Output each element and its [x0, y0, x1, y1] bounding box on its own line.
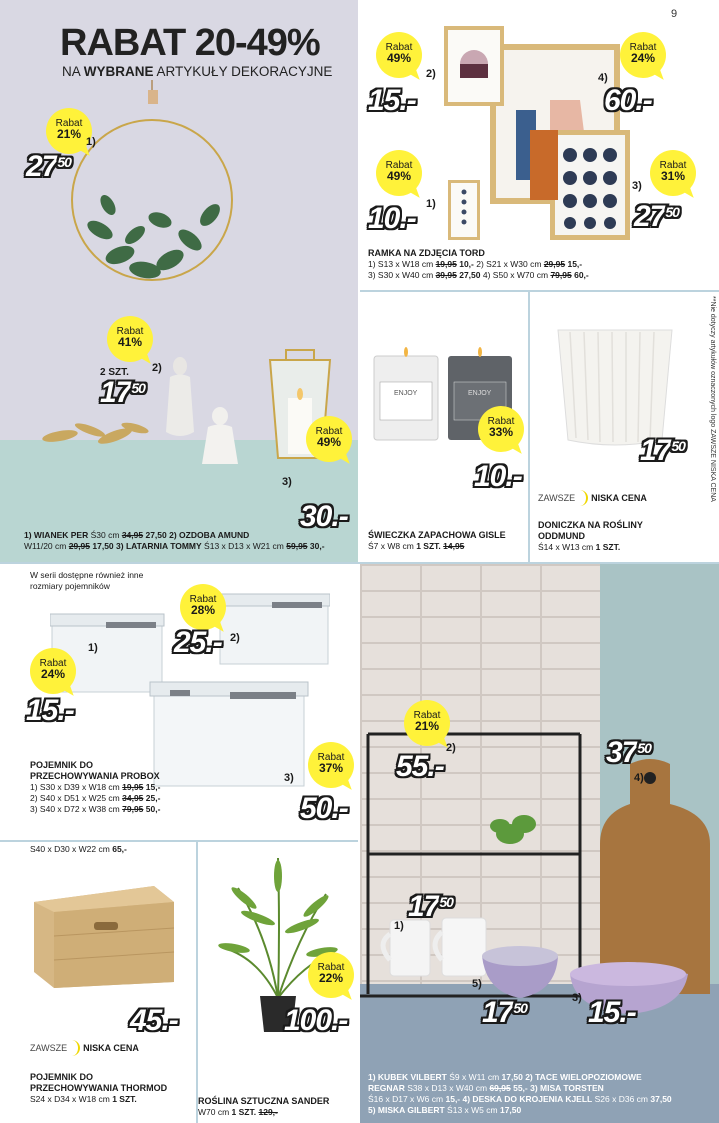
- pot-zawsze-logo: ZAWSZE NISKA CENA: [538, 490, 647, 506]
- frames-price-2: 60.-: [604, 84, 652, 117]
- branch-ornament-photo: [40, 400, 160, 450]
- decor-num-2: 2): [152, 362, 162, 374]
- decor-qty-2: 2 SZT.: [100, 367, 129, 378]
- decor-section: [0, 0, 358, 562]
- crate-photo: [24, 872, 184, 992]
- crate-zawsze-logo: ZAWSZE NISKA CENA: [30, 1040, 139, 1056]
- crate-section: [0, 842, 196, 1123]
- page-number: 9: [671, 8, 678, 20]
- frames-badge-2: Rabat 24%: [620, 32, 666, 78]
- plant-description: ROŚLINA SZTUCZNA SANDER W70 cm 1 SZT. 129,-: [198, 1096, 330, 1117]
- candle-description: ŚWIECZKA ZAPACHOWA GISLE Ś7 x W8 cm 1 SZT. 14,95: [368, 530, 506, 551]
- boxes-note: W serii dostępne również inne rozmiary pojemników: [30, 570, 144, 591]
- crate-price: 45.-: [130, 1004, 178, 1037]
- frames-price-4: $27^{50}$: [634, 200, 679, 233]
- boxes-num-1: 1): [88, 642, 98, 654]
- boxes-badge-1: Rabat 28%: [180, 584, 226, 630]
- boxes-badge-3: Rabat 37%: [308, 742, 354, 788]
- decor-badge-3: Rabat 49%: [306, 416, 352, 462]
- boxes-num-3: 3): [284, 772, 294, 784]
- plant-section: [198, 842, 358, 1123]
- boxes-price-3: 50.-: [300, 792, 348, 825]
- pot-side-note: **Nie dotyczy artykułów oznaczonych logo ZAWSZE NISKA CENA: [709, 296, 716, 502]
- decor-description: 1) WIANEK PER Ś30 cm 34,95 27,50 2) OZDOBA AMUND W11/20 cm 29,95 17,50 3) LATARNIA TOMMY Ś13 x D13 x W21 cm 59,95 30,-: [24, 530, 325, 551]
- frames-num-4: 4): [598, 72, 608, 84]
- frames-num-2: 2): [426, 68, 436, 80]
- decor-badge-1: Rabat 21%: [46, 108, 92, 154]
- wreath-photo: [60, 80, 240, 310]
- decor-price-2: $17^{50}$: [100, 376, 145, 409]
- kitchen-num-5: 5): [472, 978, 482, 990]
- frames-badge-3: Rabat 49%: [376, 150, 422, 196]
- pot-price: $17^{50}$: [640, 434, 685, 467]
- frames-badge-4: Rabat 31%: [650, 150, 696, 196]
- decor-num-3: 3): [282, 476, 292, 488]
- crate-size-note: S40 x D30 x W22 cm 65,-: [30, 844, 127, 854]
- frames-num-3: 3): [632, 180, 642, 192]
- decor-price-1: $27^{50}$: [26, 150, 71, 183]
- frames-description: RAMKA NA ZDJĘCIA TORD 1) S13 x W18 cm 19,95 10,- 2) S21 x W30 cm 29,95 15,- 3) S30 x W40 cm 39,95 27,50 4) S50 x W70 cm 79,95 60,-: [368, 248, 589, 280]
- frames-price-3: 10.-: [368, 202, 416, 235]
- frames-num-1: 1): [426, 198, 436, 210]
- kitchen-num-3: 3): [572, 992, 582, 1004]
- candle-jar-label-2: ENJOY: [468, 390, 492, 397]
- boxes-badge-2: Rabat 24%: [30, 648, 76, 694]
- frames-price-1: 15.-: [368, 84, 416, 117]
- candle-section: [360, 292, 528, 562]
- boxes-price-1: 25.-: [174, 626, 222, 659]
- plant-price: 100.-: [284, 1004, 348, 1037]
- kitchen-badge: Rabat 21%: [404, 700, 450, 746]
- boxes-description: POJEMNIK DO PRZECHOWYWANIA PROBOX 1) S30 x D39 x W18 cm 19,95 15,- 2) S40 x D51 x W25 cm 34,95 25,- 3) S40 x D72 x W38 cm 79,95 50,-: [30, 760, 161, 814]
- plant-badge: Rabat 22%: [308, 952, 354, 998]
- figurine-photo: [160, 352, 250, 472]
- candle-jar-label-1: ENJOY: [394, 390, 418, 397]
- kitchen-num-2: 2): [446, 742, 456, 754]
- decor-badge-2: Rabat 41%: [107, 316, 153, 362]
- kitchen-price-board: $37^{50}$: [606, 736, 651, 769]
- kitchen-num-4: 4): [634, 772, 644, 784]
- pot-photo: [550, 322, 680, 452]
- header-subtitle: NA WYBRANE ARTYKUŁY DEKORACYJNE: [62, 64, 333, 79]
- frames-section: [360, 0, 719, 290]
- frames-badge-1: Rabat 49%: [376, 32, 422, 78]
- decor-price-3: 30.-: [300, 500, 348, 533]
- kitchen-price-bowl5: $17^{50}$: [482, 996, 527, 1029]
- kitchen-description: 1) KUBEK VILBERT Ś9 x W11 cm 17,50 2) TACE WIELOPOZIOMOWE REGNAR S38 x D13 x W40 cm 69,95 55,- 3) MISA TORSTEN Ś16 x D17 x W6 cm 15,- 4) DESKA DO KROJENIA KJELL S26 x D36 cm 37,50 5) MISKA GILBERT Ś13 x W5 cm 17,50: [368, 1072, 672, 1115]
- kitchen-price-rack: 55.-: [396, 750, 444, 783]
- kitchen-price-bowl3: 15.-: [588, 996, 636, 1029]
- kitchen-num-1: 1): [394, 920, 404, 932]
- candle-badge: Rabat 33%: [478, 406, 524, 452]
- pot-description: DONICZKA NA ROŚLINY ODDMUND Ś14 x W13 cm 1 SZT.: [538, 520, 643, 552]
- decor-num-1: 1): [86, 136, 96, 148]
- kitchen-section: [360, 564, 719, 1123]
- boxes-price-2: 15.-: [26, 694, 74, 727]
- candle-price: 10.-: [474, 460, 522, 493]
- boxes-num-2: 2): [230, 632, 240, 644]
- crate-description: POJEMNIK DO PRZECHOWYWANIA THORMOD S24 x D34 x W18 cm 1 SZT.: [30, 1072, 168, 1104]
- header-title: RABAT 20-49%: [60, 22, 320, 64]
- kitchen-price-mug: $17^{50}$: [408, 890, 453, 923]
- pot-section: [530, 292, 719, 562]
- boxes-section: [0, 564, 358, 840]
